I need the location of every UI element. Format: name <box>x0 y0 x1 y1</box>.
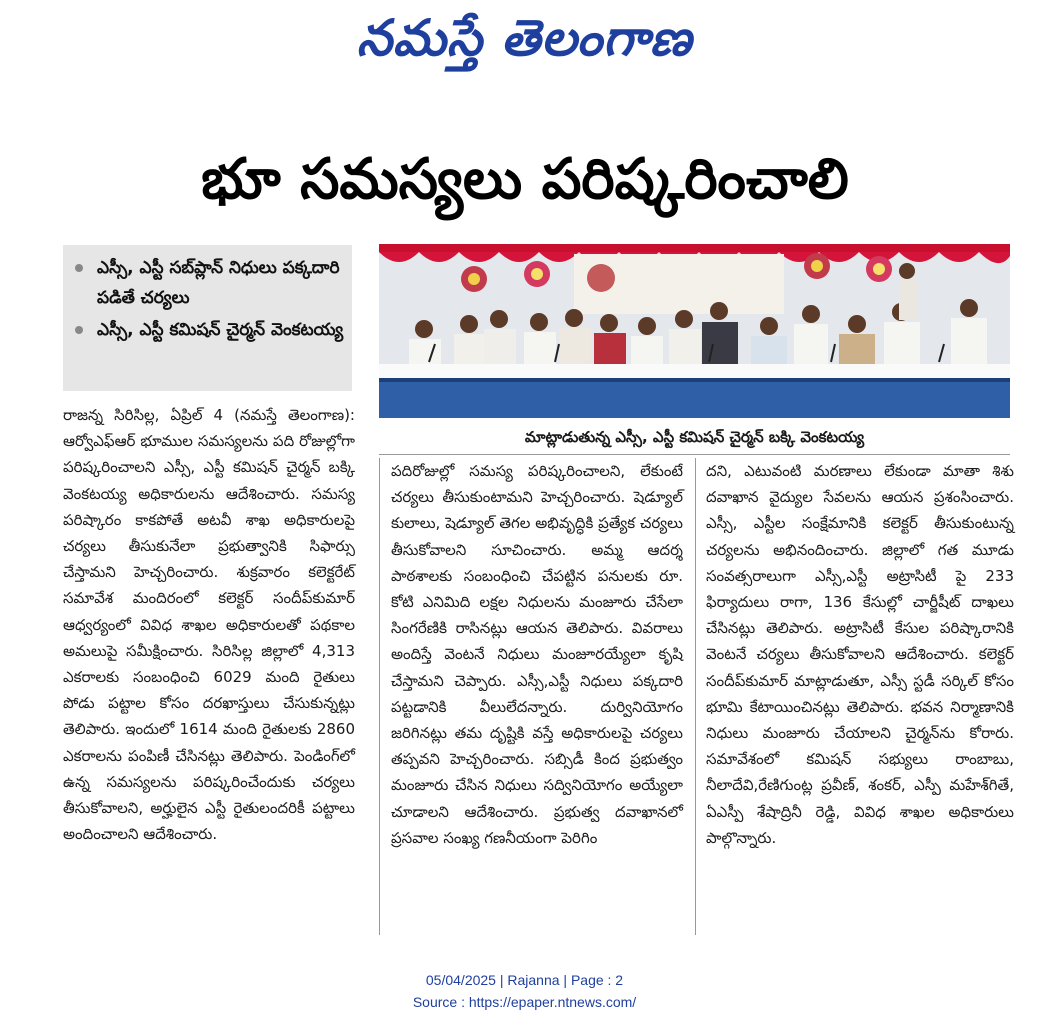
article-column-3: దని, ఎటువంటి మరణాలు లేకుండా మాతా శిశు దవాఖాన వైద్యుల సేవలను ఆయన ప్రశంసించారు. ఎస్సీ, ఎస్టీల సంక్షేమానికి కలెక్టర్ తీసుకుంటున్న చర్యలను అభినందించారు. జిల్లాలో గత మూడు సంవత్సరాలుగా ఎస్సీ,ఎస్టీ అట్రాసిటీ పై 233 ఫిర్యాదులు రాగా, 136 కేసుల్లో చార్జీషీట్ దాఖలు చేసినట్లు తెలిపారు. అట్రాసిటీ కేసుల పరిష్కారానికి వెంటనే చర్యలు తీసుకోవాలని ఆదేశించారు. కలెక్టర్ సందీప్‌కుమార్ మాట్లాడుతూ, ఎస్సీ స్టడీ సర్కిల్ కోసం భూమి కేటాయించినట్లు తెలిపారు. భవన నిర్మాణానికి నిధులు మంజూరు చేయాలని చైర్మన్‌ను కోరారు. సమావేశంలో కమిషన్ సభ్యులు రాంబాబు, నీలాదేవి,రేణిగుంట్ల ప్రవీణ్, శంకర్, ఎస్పీ మహేశ్‌గితే, ఏఎస్పీ శేషాద్రినీ రెడ్డి, వివిధ శాఖల అధికారులు పాల్గొన్నారు. <box>706 462 1014 847</box>
bullet-icon <box>75 326 83 334</box>
headline: భూ సమస్యలు పరిష్కరించాలి <box>201 147 849 212</box>
footer-date-line: 05/04/2025 | Rajanna | Page : 2 <box>425 972 624 988</box>
highlights-box <box>63 245 352 391</box>
column-divider <box>379 458 380 935</box>
article-column-1: రాజన్న సిరిసిల్ల, ఏప్రిల్ 4 (నమస్తే తెలంగాణ): ఆర్వోఎఫ్ఆర్ భూముల సమస్యలను పది రోజుల్లోగా పరిష్కరించాలని ఎస్సీ, ఎస్టీ కమిషన్ చైర్మన్ బక్కి వెంకటయ్య అధికారులను ఆదేశించారు. సమస్య పరిష్కారం కాకపోతే అటవీ శాఖ అధికారులపై చర్యలు తీసుకునేలా ప్రభుత్వానికి సిఫార్సు చేస్తామని హెచ్చరించారు. శుక్రవారం కలెక్టరేట్ సమావేశ మందిరంలో కలెక్టర్ సందీప్‌కుమార్ ఆధ్వర్యంలో వివిధ శాఖల అధికారులతో పథకాల అమలుపై సమీక్షించారు. సిరిసిల్ల జిల్లాలో 4,313 ఎకరాలకు సంబంధించి 6029 మంది రైతులు పోడు పట్టాల కోసం దరఖాస్తులు చేసుకున్నట్లు తెలిపారు. ఇందులో 1614 మంది రైతులకు 2860 ఎకరాలను పంపిణీ చేసినట్లు తెలిపారు. పెండింగ్‌లో ఉన్న సమస్యలను పరిష్కరించేందుకు చర్యలు తీసుకోవాలని, అర్హులైన ఎస్టీ రైతులందరికీ పట్టాలు అందించాలని ఆదేశించారు. <box>63 406 355 844</box>
photo-caption: మాట్లాడుతున్న ఎస్సీ, ఎస్టీ కమిషన్ చైర్మన్ బక్కి వెంకటయ్య <box>379 420 1010 455</box>
highlight-item <box>73 315 346 345</box>
meeting-photo-illustration <box>379 244 1010 418</box>
highlight-text: ఎస్సీ, ఎస్టీ కమిషన్ చైర్మన్ వెంకటయ్య <box>97 320 344 340</box>
highlight-text: ఎస్సీ, ఎస్టీ సబ్‌ప్లాన్ నిధులు పక్కదారి పడితే చర్యలు <box>97 258 340 308</box>
highlight-item <box>73 253 346 313</box>
footer-source-line: Source : https://epaper.ntnews.com/ <box>412 994 637 1010</box>
article-column-2: పదిరోజుల్లో సమస్య పరిష్కరించాలని, లేకుంటే చర్యలు తీసుకుంటామని హెచ్చరించారు. షెడ్యూల్ కులాలు, షెడ్యూల్ తెగల అభివృద్ధికి ప్రత్యేక చర్యలు తీసుకోవాలని సూచించారు. అమ్మ ఆదర్శ పాఠశాలకు సంబంధించి చేపట్టిన పనులకు రూ. కోటి ఎనిమిది లక్షల నిధులను మంజూరు చేసేలా సింగరేణికి రాసినట్లు ఆయన తెలిపారు. వివరాలు అందిస్తే వెంటనే నిధులు మంజూరయ్యేలా కృషి చేస్తామని చెప్పారు. ఎస్సీ,ఎస్టీ నిధులు పక్కదారి పట్టడానికి వీలులేదన్నారు. దుర్వినియోగం జరిగినట్లు తమ దృష్టికి వస్తే అధికారులపై చర్యలు తప్పవని హెచ్చరించారు. సబ్సిడీ కింద ప్రభుత్వం మంజూరు చేసిన నిధులు సద్వినియోగం అయ్యేలా చూడాలని ఆదేశించారు. ప్రభుత్వ దవాఖానలో ప్రసవాల సంఖ్య గణనీయంగా పెరిగిం <box>391 462 683 847</box>
bullet-icon <box>75 264 83 272</box>
meeting-photo <box>379 244 1010 418</box>
masthead-logo: నమస్తే తెలంగాణ <box>356 9 693 67</box>
column-divider <box>695 458 696 935</box>
